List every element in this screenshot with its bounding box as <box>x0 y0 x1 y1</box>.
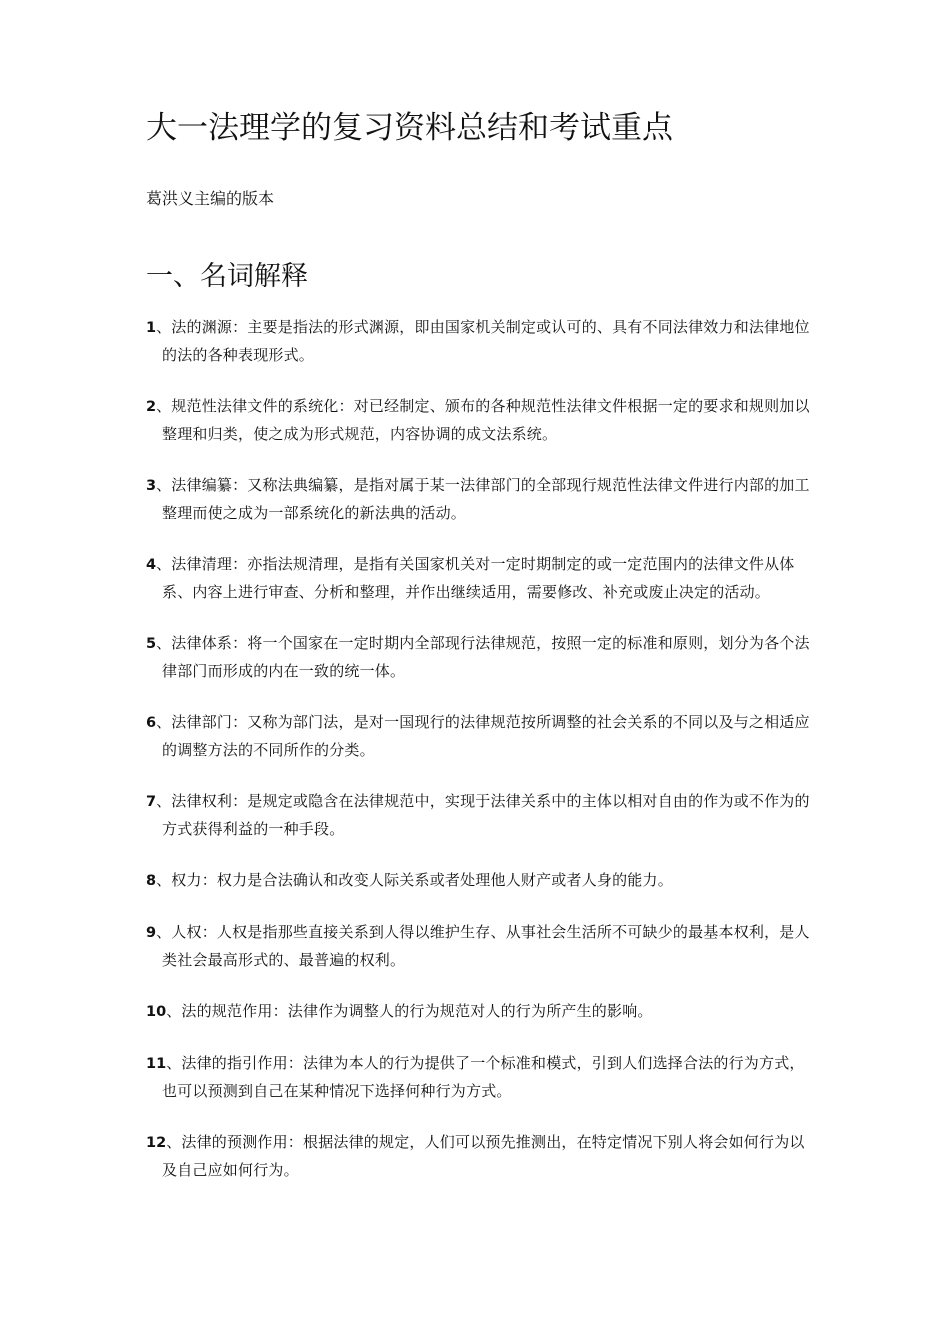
item-text: 、法律权利：是规定或隐含在法律规范中，实现于法律关系中的主体以相对自由的作为或不作为的方式获得利益的一种手段。 <box>156 792 810 838</box>
item-text: 、法的渊源：主要是指法的形式渊源，即由国家机关制定或认可的、具有不同法律效力和法律地位的法的各种表现形式。 <box>156 318 810 364</box>
item-number: 8 <box>146 873 157 889</box>
item-text: 、人权：人权是指那些直接关系到人得以维护生存、从事社会生活所不可缺少的最基本权利，是人类社会最高形式的、最普遍的权利。 <box>156 923 810 969</box>
definition-item-10 <box>146 998 810 1026</box>
item-text: 、规范性法律文件的系统化：对已经制定、颁布的各种规范性法律文件根据一定的要求和规则加以整理和归类，使之成为形式规范，内容协调的成文法系统。 <box>156 397 810 443</box>
item-text: 、法律体系：将一个国家在一定时期内全部现行法律规范，按照一定的标准和原则，划分为各个法律部门而形成的内在一致的统一体。 <box>156 634 810 680</box>
definition-item-1 <box>146 314 810 369</box>
item-text: 、法律的预测作用：根据法律的规定，人们可以预先推测出，在特定情况下别人将会如何行为以及自己应如何行为。 <box>162 1133 805 1179</box>
document-title: 大一法理学的复习资料总结和考试重点 <box>146 110 673 146</box>
definition-item-4 <box>146 551 810 606</box>
definition-item-3 <box>146 472 810 527</box>
item-number: 12 <box>146 1135 167 1151</box>
item-number: 1 <box>146 320 157 336</box>
definition-item-8 <box>146 867 810 895</box>
item-text: 、法的规范作用：法律作为调整人的行为规范对人的行为所产生的影响。 <box>166 1002 653 1020</box>
definition-item-11 <box>146 1050 810 1105</box>
item-number: 11 <box>146 1056 167 1072</box>
definition-item-7 <box>146 788 810 843</box>
item-number: 3 <box>146 478 157 494</box>
item-text: 、法律清理：亦指法规清理，是指有关国家机关对一定时期制定的或一定范围内的法律文件从体系、内容上进行审查、分析和整理，并作出继续适用，需要修改、补充或废止决定的活动。 <box>156 555 795 601</box>
item-number: 4 <box>146 557 157 573</box>
section-heading: 一、名词解释 <box>146 261 308 292</box>
item-number: 9 <box>146 925 157 941</box>
item-text: 、法律编纂：又称法典编纂，是指对属于某一法律部门的全部现行规范性法律文件进行内部的加工整理而使之成为一部系统化的新法典的活动。 <box>156 476 810 522</box>
definition-item-5 <box>146 630 810 685</box>
definition-item-9 <box>146 919 810 974</box>
item-number: 6 <box>146 715 157 731</box>
definition-item-6 <box>146 709 810 764</box>
item-text: 、法律部门：又称为部门法，是对一国现行的法律规范按所调整的社会关系的不同以及与之相适应的调整方法的不同所作的分类。 <box>156 713 810 759</box>
definition-item-12 <box>146 1129 810 1184</box>
document-subtitle: 葛洪义主编的版本 <box>146 189 275 208</box>
definition-item-2 <box>146 393 810 448</box>
item-number: 2 <box>146 399 157 415</box>
item-number: 7 <box>146 794 157 810</box>
item-text: 、权力：权力是合法确认和改变人际关系或者处理他人财产或者人身的能力。 <box>156 871 673 889</box>
item-number: 10 <box>146 1004 167 1020</box>
definition-list <box>146 314 810 1208</box>
item-number: 5 <box>146 636 157 652</box>
item-text: 、法律的指引作用：法律为本人的行为提供了一个标准和模式，引到人们选择合法的行为方式，也可以预测到自己在某种情况下选择何种行为方式。 <box>162 1054 805 1100</box>
